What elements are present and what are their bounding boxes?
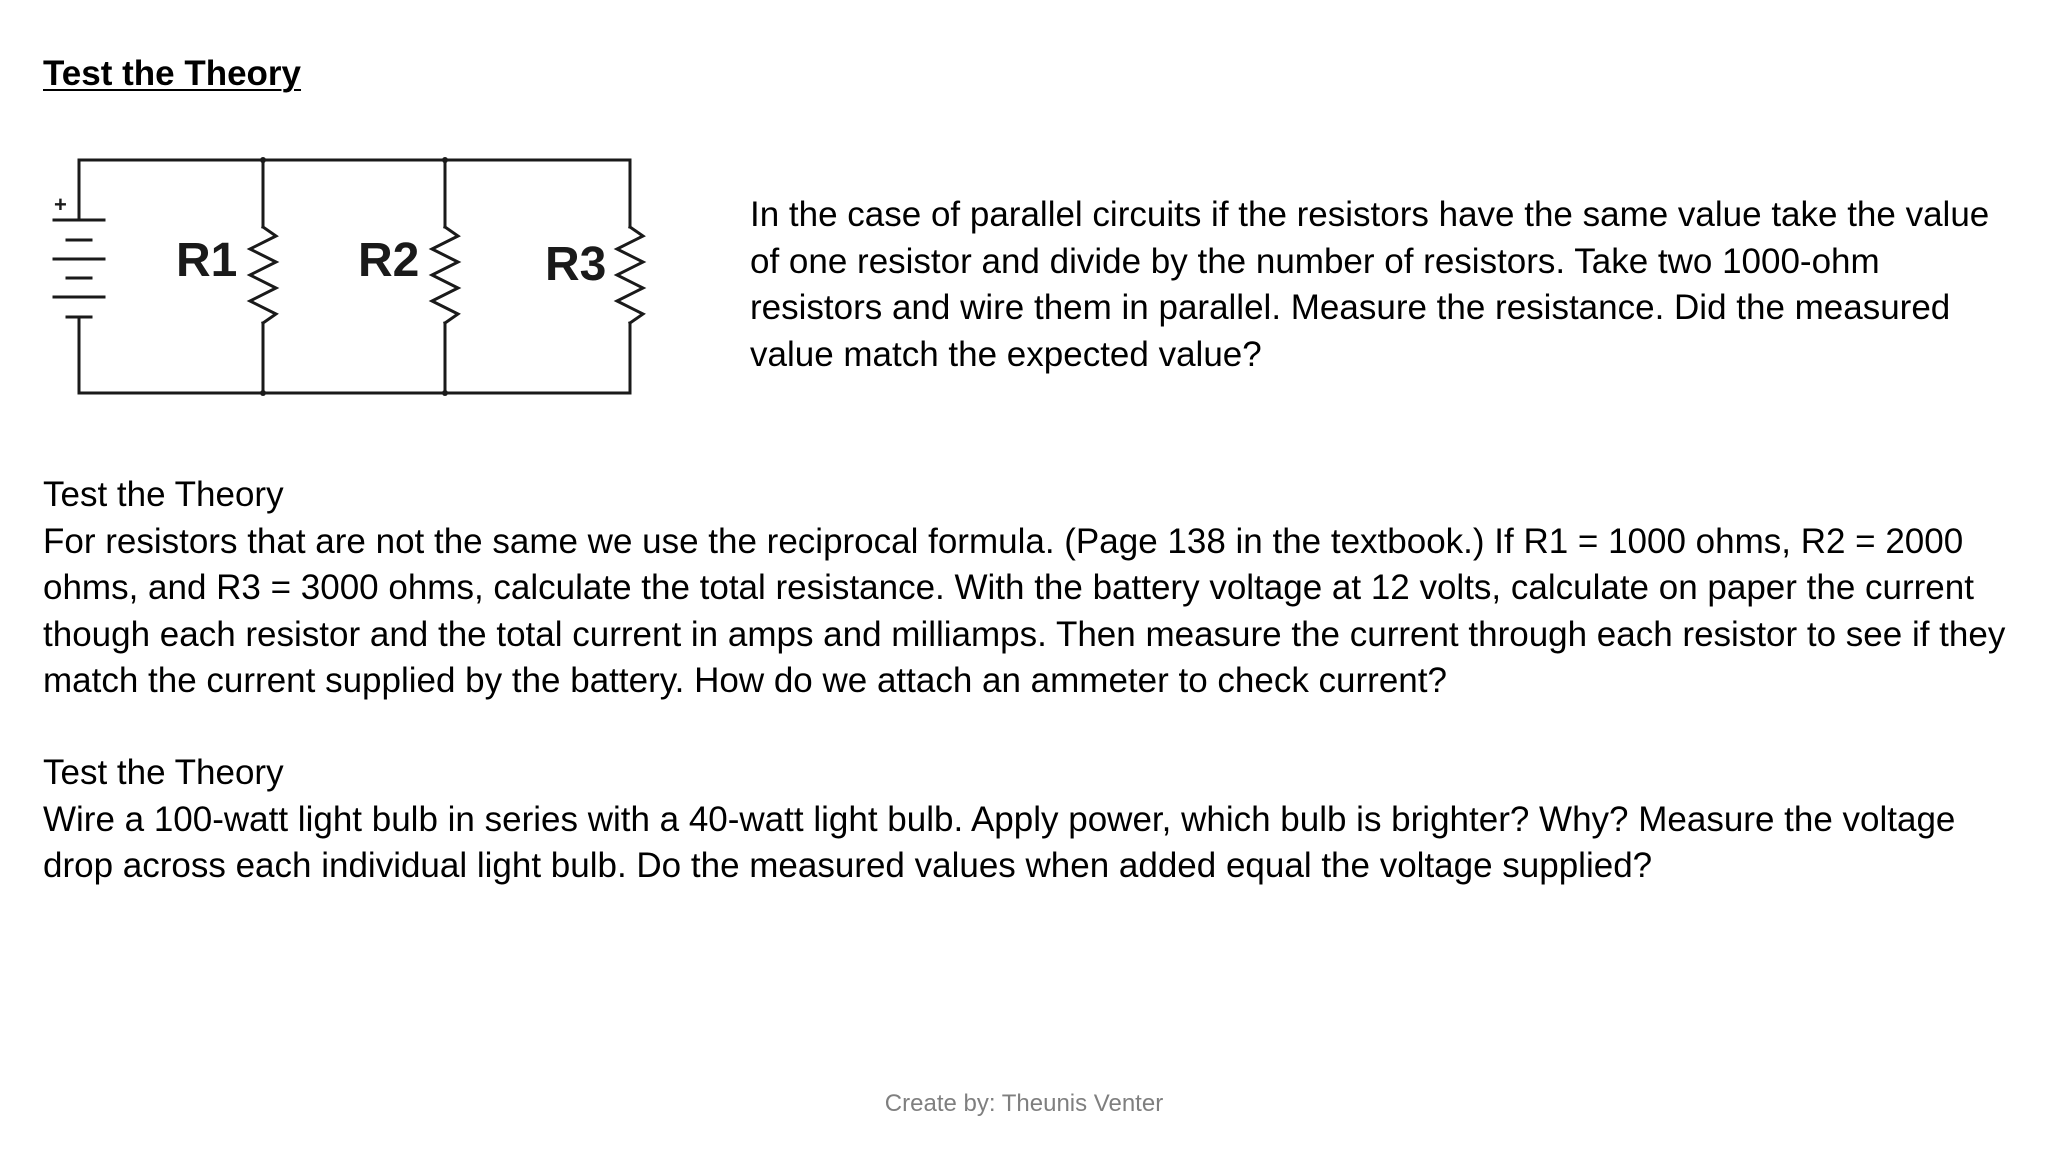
parallel-circuit-diagram [40, 145, 680, 455]
section-body: Wire a 100-watt light bulb in series with a 40-watt light bulb. Apply power, which bulb is brighter? Why? Measure the voltage drop across each individual light bulb. Do the measured values when added equal the voltage supplied? [43, 799, 1956, 885]
parallel-same-value-paragraph: In the case of parallel circuits if the resistors have the same value take the value of one resistor and divide by the number of resistors. Take two 1000-ohm resistors and wire them in parallel. Measure the resistance. Did the measured value match the expected value? [750, 195, 1990, 374]
resistor-r1-icon [250, 160, 276, 393]
resistor-r2-icon [432, 160, 458, 393]
section-heading: Test the Theory [43, 475, 284, 514]
slide-title: Test the Theory [43, 54, 302, 93]
junction-dot [260, 390, 266, 396]
resistor-r3-icon [617, 160, 643, 393]
author-credit: Create by: Theunis Venter [884, 1090, 1164, 1117]
junction-dot [260, 157, 266, 163]
resistor-label-r1: R1 [176, 234, 238, 287]
section-heading: Test the Theory [43, 753, 284, 792]
battery-plus-sign: + [54, 192, 67, 217]
battery-icon [54, 220, 104, 317]
resistor-label-r2: R2 [358, 234, 420, 287]
section-reciprocal-formula [43, 472, 2013, 705]
resistor-label-r3: R3 [545, 238, 607, 291]
section-body: For resistors that are not the same we use the reciprocal formula. (Page 138 in the textbook.) If R1 = 1000 ohms, R2 = 2000 ohms, and R3 = 3000 ohms, calculate the total resistance. With the battery voltage at 12 volts, calculate on paper the current though each resistor and the total current in amps and milliamps. Then measure the current through each resistor to see if they match the current supplied by the battery. How do we attach an ammeter to check current? [43, 521, 2006, 700]
junction-dot [442, 390, 448, 396]
junction-dot [442, 157, 448, 163]
section-light-bulbs [43, 750, 2013, 890]
